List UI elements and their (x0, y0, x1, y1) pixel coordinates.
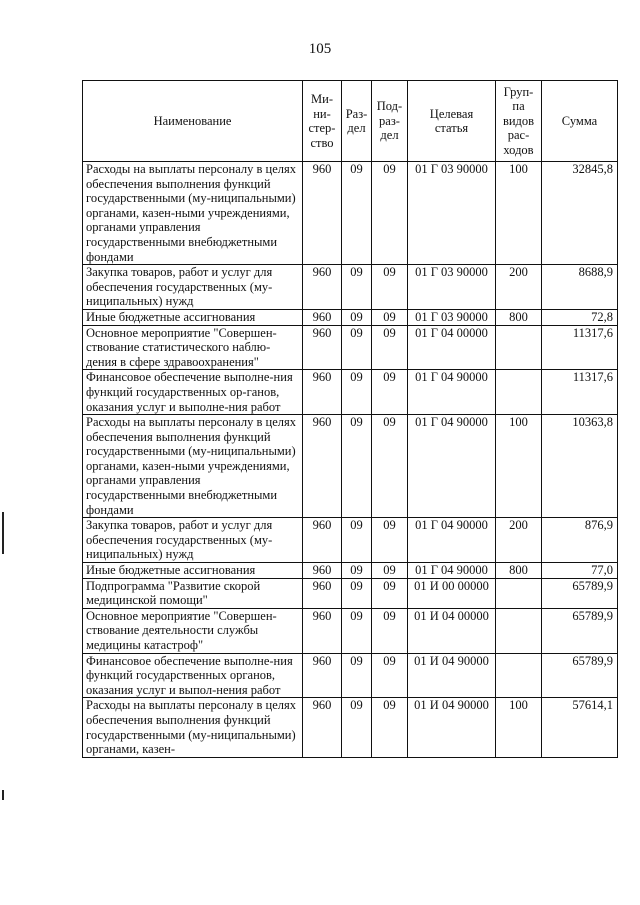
table-row (83, 265, 618, 310)
cell-section: 09 (342, 578, 372, 608)
header-target (408, 81, 496, 162)
cell-group: 800 (496, 563, 542, 579)
cell-sum: 65789,9 (542, 608, 618, 653)
cell-name: Расходы на выплаты персоналу в целях обеспечения выполнения функций государственными (му-ниципальными) органами, казен- (83, 698, 303, 757)
cell-section: 09 (342, 309, 372, 325)
cell-group (496, 578, 542, 608)
cell-target: 01 И 00 00000 (408, 578, 496, 608)
header-section (342, 81, 372, 162)
header-line: Целевая (429, 106, 474, 121)
cell-sum: 11317,6 (542, 325, 618, 370)
table-row (83, 608, 618, 653)
header-line: Раз- (345, 106, 368, 121)
cell-subsection: 09 (372, 265, 408, 310)
header-line: па (512, 99, 525, 114)
cell-group: 100 (496, 698, 542, 757)
cell-group (496, 608, 542, 653)
header-line: статья (434, 121, 469, 135)
cell-ministry: 960 (303, 578, 342, 608)
cell-name: Иные бюджетные ассигнования (83, 309, 303, 325)
cell-group: 800 (496, 309, 542, 325)
cell-target: 01 Г 04 90000 (408, 563, 496, 579)
cell-sum: 77,0 (542, 563, 618, 579)
cell-group: 200 (496, 265, 542, 310)
cell-section: 09 (342, 608, 372, 653)
cell-subsection: 09 (372, 325, 408, 370)
cell-target: 01 Г 04 90000 (408, 370, 496, 415)
cell-section: 09 (342, 518, 372, 563)
table-row (83, 578, 618, 608)
table-row (83, 370, 618, 415)
cell-name: Основное мероприятие "Совершен-ствование деятельности службы медицины катастроф" (83, 608, 303, 653)
cell-target: 01 Г 04 90000 (408, 518, 496, 563)
header-line: Под- (376, 99, 403, 114)
cell-section: 09 (342, 162, 372, 265)
cell-target: 01 Г 04 00000 (408, 325, 496, 370)
budget-table (82, 80, 618, 758)
cell-ministry: 960 (303, 518, 342, 563)
cell-section: 09 (342, 325, 372, 370)
cell-sum: 876,9 (542, 518, 618, 563)
cell-name: Иные бюджетные ассигнования (83, 563, 303, 579)
cell-ministry: 960 (303, 563, 342, 579)
cell-subsection: 09 (372, 415, 408, 518)
table-row (83, 325, 618, 370)
table-header-row (83, 81, 618, 162)
header-line: дел (380, 128, 399, 143)
header-line: раз- (379, 113, 400, 128)
cell-group (496, 653, 542, 698)
cell-group (496, 325, 542, 370)
cell-ministry: 960 (303, 370, 342, 415)
cell-section: 09 (342, 698, 372, 757)
table-row (83, 518, 618, 563)
cell-target: 01 И 04 90000 (408, 698, 496, 757)
cell-ministry: 960 (303, 325, 342, 370)
cell-section: 09 (342, 265, 372, 310)
cell-target: 01 И 04 00000 (408, 608, 496, 653)
header-name (83, 81, 303, 162)
scan-margin-mark (2, 512, 4, 554)
header-sum (542, 81, 618, 162)
cell-subsection: 09 (372, 578, 408, 608)
header-line: ходов (503, 142, 534, 157)
cell-name: Финансовое обеспечение выполне-ния функций государственных ор-ганов, оказания услуг и выполне-ния работ (83, 370, 303, 415)
cell-section: 09 (342, 563, 372, 579)
cell-group: 100 (496, 162, 542, 265)
cell-subsection: 09 (372, 518, 408, 563)
cell-subsection: 09 (372, 162, 408, 265)
cell-target: 01 Г 03 90000 (408, 162, 496, 265)
header-subsection (372, 81, 408, 162)
header-line: Наименование (153, 113, 232, 128)
cell-group: 200 (496, 518, 542, 563)
cell-name: Основное мероприятие "Совершен-ствование статистического наблю-дения в сфере здравоохранения" (83, 325, 303, 370)
cell-ministry: 960 (303, 653, 342, 698)
cell-sum: 32845,8 (542, 162, 618, 265)
cell-ministry: 960 (303, 162, 342, 265)
cell-subsection: 09 (372, 698, 408, 757)
header-line: ство (310, 135, 334, 150)
header-line: стер- (308, 121, 336, 135)
cell-sum: 11317,6 (542, 370, 618, 415)
cell-target: 01 Г 03 90000 (408, 265, 496, 310)
cell-ministry: 960 (303, 608, 342, 653)
cell-subsection: 09 (372, 563, 408, 579)
cell-ministry: 960 (303, 698, 342, 757)
header-ministry (303, 81, 342, 162)
scan-margin-mark (2, 790, 4, 800)
cell-name: Расходы на выплаты персоналу в целях обеспечения выполнения функций государственными (му-ниципальными) органами, казен-ными учреждениями, органами управления государственными внебюджетными фондами (83, 162, 303, 265)
header-line: Ми- (311, 92, 333, 106)
cell-target: 01 Г 03 90000 (408, 309, 496, 325)
cell-sum: 72,8 (542, 309, 618, 325)
table-row (83, 563, 618, 579)
table-row (83, 162, 618, 265)
cell-subsection: 09 (372, 309, 408, 325)
cell-sum: 10363,8 (542, 415, 618, 518)
header-group (496, 81, 542, 162)
cell-subsection: 09 (372, 653, 408, 698)
cell-sum: 8688,9 (542, 265, 618, 310)
header-line: рас- (507, 128, 530, 143)
cell-section: 09 (342, 415, 372, 518)
cell-target: 01 Г 04 90000 (408, 415, 496, 518)
cell-name: Закупка товаров, работ и услуг для обеспечения государственных (му-ниципальных) нужд (83, 265, 303, 310)
cell-ministry: 960 (303, 415, 342, 518)
cell-group: 100 (496, 415, 542, 518)
cell-ministry: 960 (303, 265, 342, 310)
cell-group (496, 370, 542, 415)
page-number: 105 (308, 41, 332, 57)
header-line: ни- (313, 106, 331, 121)
cell-subsection: 09 (372, 370, 408, 415)
table-row (83, 415, 618, 518)
cell-subsection: 09 (372, 608, 408, 653)
cell-ministry: 960 (303, 309, 342, 325)
header-line: дел (347, 121, 366, 135)
header-line: Груп- (503, 84, 534, 99)
cell-target: 01 И 04 90000 (408, 653, 496, 698)
cell-sum: 65789,9 (542, 653, 618, 698)
table-row (83, 309, 618, 325)
table-row (83, 698, 618, 757)
cell-section: 09 (342, 653, 372, 698)
table-row (83, 653, 618, 698)
header-line: Сумма (561, 113, 598, 128)
cell-sum: 65789,9 (542, 578, 618, 608)
cell-name: Закупка товаров, работ и услуг для обеспечения государственных (му-ниципальных) нужд (83, 518, 303, 563)
cell-name: Финансовое обеспечение выполне-ния функций государственных органов, оказания услуг и выпол-нения работ (83, 653, 303, 698)
header-line: видов (502, 113, 535, 128)
cell-name: Подпрограмма "Развитие скорой медицинской помощи" (83, 578, 303, 608)
cell-sum: 57614,1 (542, 698, 618, 757)
cell-name: Расходы на выплаты персоналу в целях обеспечения выполнения функций государственными (му-ниципальными) органами, казен-ными учреждениями, органами управления государственными внебюджетными фондами (83, 415, 303, 518)
cell-section: 09 (342, 370, 372, 415)
